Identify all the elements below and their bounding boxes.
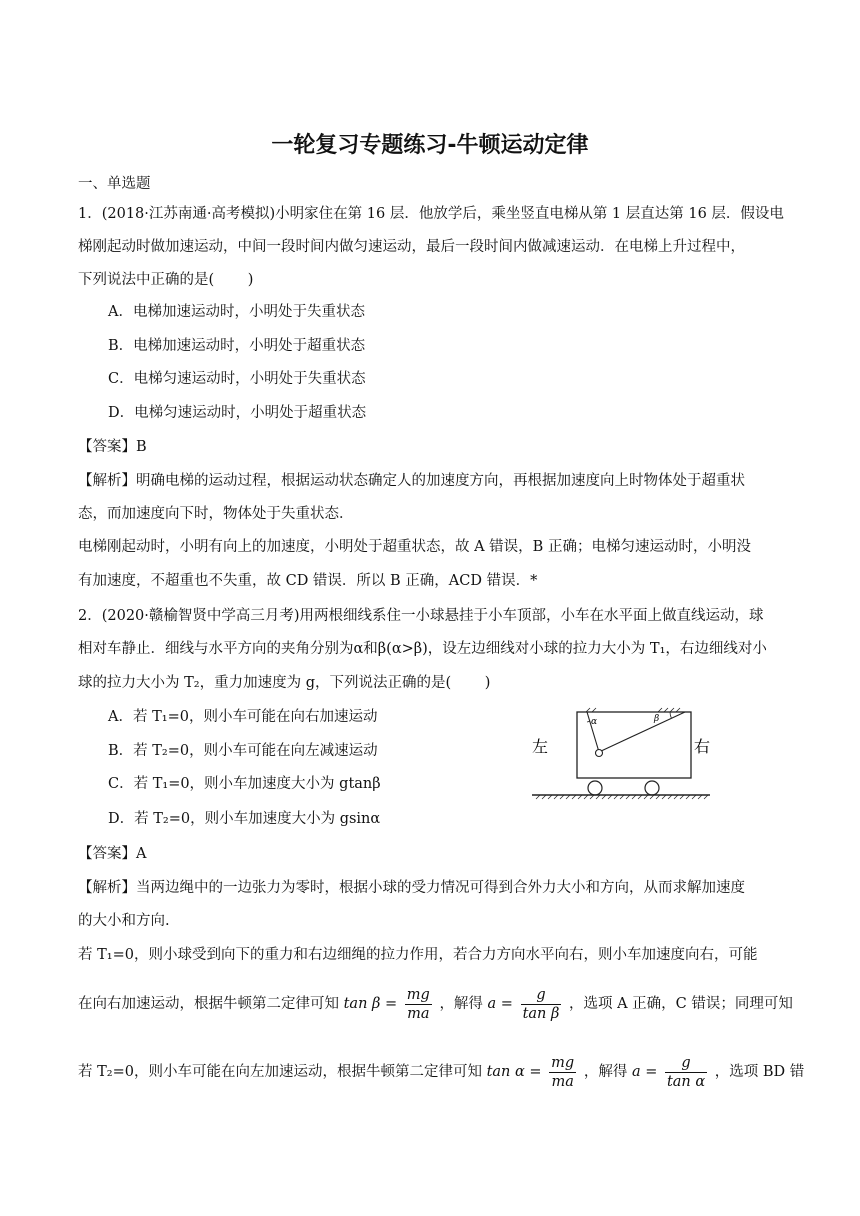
eq1-pre-text: 在向右加速运动，根据牛顿第二定律可知: [78, 996, 339, 1012]
eq2-lhs-2: a =: [631, 1064, 658, 1080]
q1-analysis-line: 【解析】明确电梯的运动过程，根据运动状态确定人的加速度方向，再根据加速度向上时物体处于超重状: [78, 473, 745, 489]
q1-stem-line: 梯刚起动时做加速运动，中间一段时间内做匀速运动，最后一段时间内做减速运动．在电梯上升过程中，: [78, 239, 745, 255]
page-title: 一轮复习专题练习-牛顿运动定律: [271, 133, 589, 158]
q1-analysis-line: 有加速度，不超重也不失重，故 CD 错误．所以 B 正确，ACD 错误．*: [78, 573, 538, 589]
q2-equation-line-2: [78, 1052, 804, 1092]
q2-answer: 【答案】A: [78, 846, 147, 862]
eq1-denominator-1: ma: [407, 1005, 430, 1022]
q1-stem-line: 1．(2018·江苏南通·高考模拟)小明家住在第 16 层．他放学后，乘坐竖直电梯从第 1 层直达第 16 层．假设电: [78, 206, 784, 222]
q1-option-d: D．电梯匀速运动时，小明处于超重状态: [108, 405, 367, 421]
right-label: 右: [694, 737, 711, 756]
eq1-post-text: ，选项 A 正确，C 错误；同理可知: [568, 996, 793, 1012]
eq1-lhs-2: a =: [487, 996, 513, 1012]
q2-option-d: D．若 T₂=0，则小车加速度大小为 gsinα: [108, 811, 381, 827]
q2-analysis-line: 的大小和方向.: [78, 913, 170, 929]
wheel-right: [645, 781, 659, 795]
q2-option-b: B．若 T₂=0，则小车可能在向左减速运动: [108, 743, 378, 759]
q1-option-b: B．电梯加速运动时，小明处于超重状态: [108, 338, 366, 354]
eq2-lhs: tan α =: [486, 1064, 542, 1080]
eq1-denominator-2: tan β: [522, 1005, 560, 1022]
eq1-mid-text: ，解得: [439, 996, 483, 1012]
q2-option-c: C．若 T₁=0，则小车加速度大小为 gtanβ: [108, 776, 381, 792]
q1-option-c: C．电梯匀速运动时，小明处于失重状态: [108, 371, 366, 387]
alpha-label: α: [591, 717, 598, 727]
eq2-numerator-1: mg: [551, 1054, 575, 1071]
q1-answer: 【答案】B: [78, 439, 147, 455]
eq2-mid-text: ，解得: [583, 1064, 628, 1080]
eq2-post-text: ，选项 BD 错: [714, 1064, 805, 1080]
eq1-fraction-2: [521, 986, 562, 1023]
left-label: 左: [532, 737, 549, 756]
q1-stem-line: 下列说法中正确的是( ): [78, 272, 254, 288]
q2-option-a: A．若 T₁=0，则小车可能在向右加速运动: [108, 709, 378, 725]
eq2-fraction-1: [549, 1054, 576, 1091]
q1-option-a: A．电梯加速运动时，小明处于失重状态: [108, 304, 365, 320]
section-heading: 一、单选题: [78, 176, 151, 192]
q1-analysis-line: 电梯刚起动时，小明有向上的加速度，小明处于超重状态，故 A 错误，B 正确；电梯匀速运动时，小明没: [78, 539, 751, 555]
q2-stem-line: 球的拉力大小为 T₂，重力加速度为 g，下列说法正确的是( ): [78, 675, 491, 691]
eq2-numerator-2: g: [665, 1054, 707, 1073]
eq2-denominator-2: tan α: [666, 1073, 706, 1090]
eq1-numerator-2: g: [521, 986, 562, 1005]
q2-analysis-line: 若 T₁=0，则小球受到向下的重力和右边细绳的拉力作用，若合力方向水平向右，则小车加速度向右，可能: [78, 947, 758, 963]
eq1-fraction-1: [405, 986, 432, 1023]
beta-label: β: [654, 714, 660, 724]
q1-analysis-line: 态，而加速度向下时，物体处于失重状态．: [78, 506, 354, 522]
cart-diagram: [530, 706, 712, 806]
q2-stem-line: 2．(2020·赣榆智贤中学高三月考)用两根细线系住一小球悬挂于小车顶部，小车在水平面上做直线运动，球: [78, 608, 764, 624]
q2-equation-line-1: [78, 984, 793, 1024]
beta-arc: [670, 712, 672, 719]
right-string: [599, 712, 685, 752]
eq1-numerator-1: mg: [406, 986, 430, 1003]
q2-stem-line: 相对车静止．细线与水平方向的夹角分别为α和β(α>β)，设左边细线对小球的拉力大小为 T₁，右边细线对小: [78, 641, 767, 657]
ball: [596, 750, 603, 757]
eq1-lhs: tan β =: [343, 996, 398, 1012]
eq2-denominator-1: ma: [551, 1073, 574, 1090]
eq2-pre-text: 若 T₂=0，则小车可能在向左加速运动，根据牛顿第二定律可知: [78, 1064, 482, 1080]
eq2-fraction-2: [665, 1054, 707, 1091]
q2-analysis-line: 【解析】当两边绳中的一边张力为零时，根据小球的受力情况可得到合外力大小和方向，从而求解加速度: [78, 880, 745, 896]
wheel-left: [588, 781, 602, 795]
